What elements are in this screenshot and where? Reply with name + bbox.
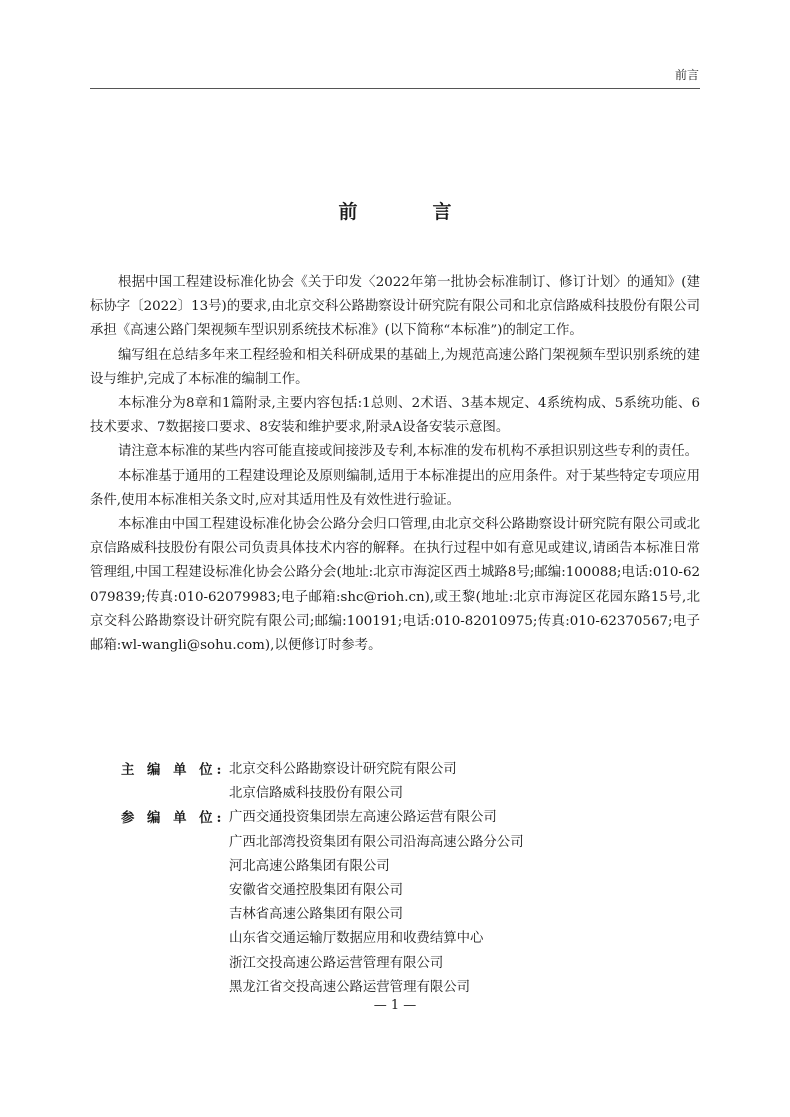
chief-editor-label: 主 编 单 位: <box>121 762 226 778</box>
paragraph-contact: 本标准由中国工程建设标准化协会公路分会归口管理,由北京交科公路勘察设计研究院有限公司或北京信路威科技股份有限公司负责具体技术内容的解释。在执行过程中如有意见或建议,请函告本标准日常管理组,中国工程建设标准化协会公路分会(地址:北京市海淀区西土城路8号;邮编:100088;电话:010-62079839;传真:010-62079983;电子邮箱:shc@rioh.cn),或王黎(地址:北京市海淀区花园东路15号,北京交科公路勘察设计研究院有限公司;邮编:100191;电话:010-82010975;传真:010-62370567;电子邮箱:wl-wangli@sohu.com),以便修订时参考。 <box>90 517 700 654</box>
page-title: 前 言 <box>338 201 480 223</box>
unit-item: 广西交通投资集团崇左高速公路运营有限公司 <box>229 810 497 826</box>
paragraph-background: 根据中国工程建设标准化协会《关于印发〈2022年第一批协会标准制订、修订计划〉的通知》(建标协字〔2022〕13号)的要求,由北京交科公路勘察设计研究院有限公司和北京信路威科技股份有限公司承担《高速公路门架视频车型识别系统技术标准》(以下简称“本标准”)的制定工作。 <box>90 275 700 339</box>
unit-item: 安徽省交通控股集团有限公司 <box>229 883 404 899</box>
unit-item: 北京交科公路勘察设计研究院有限公司 <box>229 762 457 777</box>
unit-item: 北京信路威科技股份有限公司 <box>229 786 404 802</box>
unit-item: 广西北部湾投资集团有限公司沿海高速公路分公司 <box>229 834 524 850</box>
participating-list <box>229 806 701 1000</box>
header-divider <box>90 88 700 89</box>
chief-editor-units <box>121 758 701 806</box>
chief-editor-list <box>229 758 701 806</box>
participating-units <box>121 806 701 1000</box>
unit-item: 河北高速公路集团有限公司 <box>229 858 390 874</box>
participating-label: 参 编 单 位: <box>121 810 226 827</box>
page-number: — 1 — <box>373 998 417 1013</box>
unit-item: 浙江交投高速公路运营管理有限公司 <box>229 955 444 971</box>
unit-item: 黑龙江省交投高速公路运营管理有限公司 <box>229 979 471 995</box>
paragraph-contents: 本标准分为8章和1篇附录,主要内容包括:1总则、2术语、3基本规定、4系统构成、5系统功能、6技术要求、7数据接口要求、8安装和维护要求,附录A设备安装示意图。 <box>90 396 700 436</box>
running-header: 前言 <box>674 68 699 82</box>
paragraph-applicability: 本标准基于通用的工程建设理论及原则编制,适用于本标准提出的应用条件。对于某些特定专项应用条件,使用本标准相关条文时,应对其适用性及有效性进行验证。 <box>90 468 700 508</box>
paragraph-purpose: 编写组在总结多年来工程经验和相关科研成果的基础上,为规范高速公路门架视频车型识别系统的建设与维护,完成了本标准的编制工作。 <box>90 347 700 387</box>
drafting-units <box>121 758 701 1000</box>
preface-body <box>90 271 700 658</box>
unit-item: 山东省交通运输厅数据应用和收费结算中心 <box>229 931 484 947</box>
paragraph-patent-notice: 请注意本标准的某些内容可能直接或间接涉及专利,本标准的发布机构不承担识别这些专利的责任。 <box>118 444 699 460</box>
unit-item: 吉林省高速公路集团有限公司 <box>229 907 404 923</box>
